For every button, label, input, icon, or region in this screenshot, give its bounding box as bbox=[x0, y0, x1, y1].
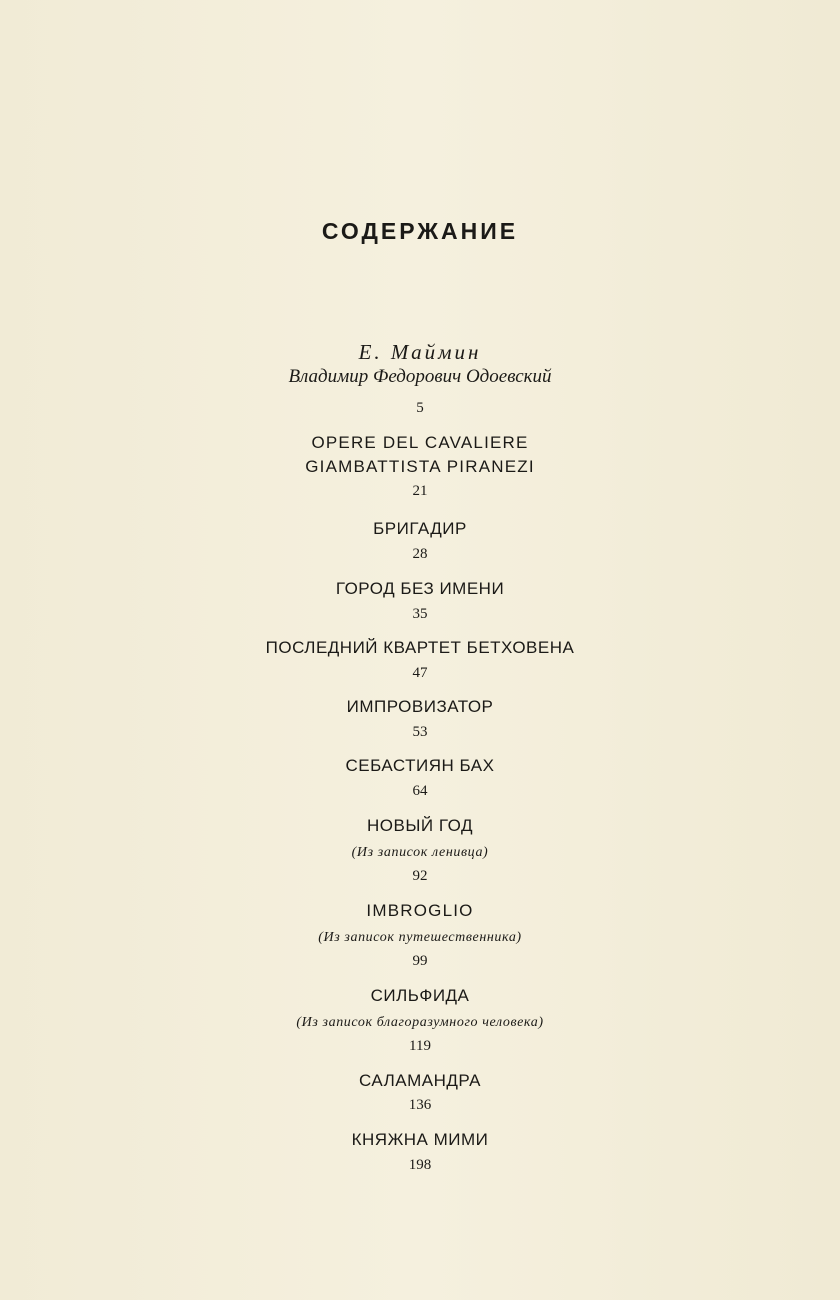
entry-title: БРИГАДИР bbox=[373, 519, 467, 538]
entry-page-number: 198 bbox=[408, 1157, 432, 1173]
entry-page-number: 47 bbox=[412, 665, 428, 681]
entry-subtitle: (Из записок благоразумного человека) bbox=[296, 1015, 544, 1030]
entry-page-number: 35 bbox=[412, 606, 428, 622]
entry-title-line: GIAMBATTISTA PIRANEZI bbox=[305, 457, 535, 476]
entry-title: КНЯЖНА МИМИ bbox=[351, 1130, 489, 1149]
entry-page-number: 53 bbox=[412, 724, 428, 740]
entry-page-number: 64 bbox=[412, 783, 428, 799]
page-title: СОДЕРЖАНИЕ bbox=[321, 218, 519, 244]
intro-essay-title: Владимир Федорович Одоевский bbox=[288, 366, 552, 387]
entry-page-number: 92 bbox=[412, 868, 428, 884]
entry-title: НОВЫЙ ГОД bbox=[367, 816, 473, 835]
entry-page-number: 119 bbox=[409, 1038, 431, 1054]
intro-page-number: 5 bbox=[416, 400, 424, 416]
entry-subtitle: (Из записок ленивца) bbox=[351, 845, 489, 860]
intro-author: Е. Маймин bbox=[358, 340, 482, 364]
entry-title: IMBROGLIO bbox=[366, 901, 474, 920]
entry-title-line: OPERE DEL CAVALIERE bbox=[311, 433, 529, 452]
entry-title: СЕБАСТИЯН БАХ bbox=[345, 756, 495, 775]
entry-page-number: 136 bbox=[408, 1097, 432, 1113]
entry-page-number: 28 bbox=[412, 546, 428, 562]
entry-title: ПОСЛЕДНИЙ КВАРТЕТ БЕТХОВЕНА bbox=[265, 638, 575, 657]
entry-page-number: 21 bbox=[412, 483, 428, 499]
entry-title: СИЛЬФИДА bbox=[370, 986, 470, 1005]
entry-title: САЛАМАНДРА bbox=[359, 1071, 481, 1090]
entry-title: ИМПРОВИЗАТОР bbox=[346, 697, 494, 716]
entry-page-number: 99 bbox=[412, 953, 428, 969]
entry-subtitle: (Из записок путешественника) bbox=[318, 930, 522, 945]
entry-title: ГОРОД БЕЗ ИМЕНИ bbox=[335, 579, 505, 598]
